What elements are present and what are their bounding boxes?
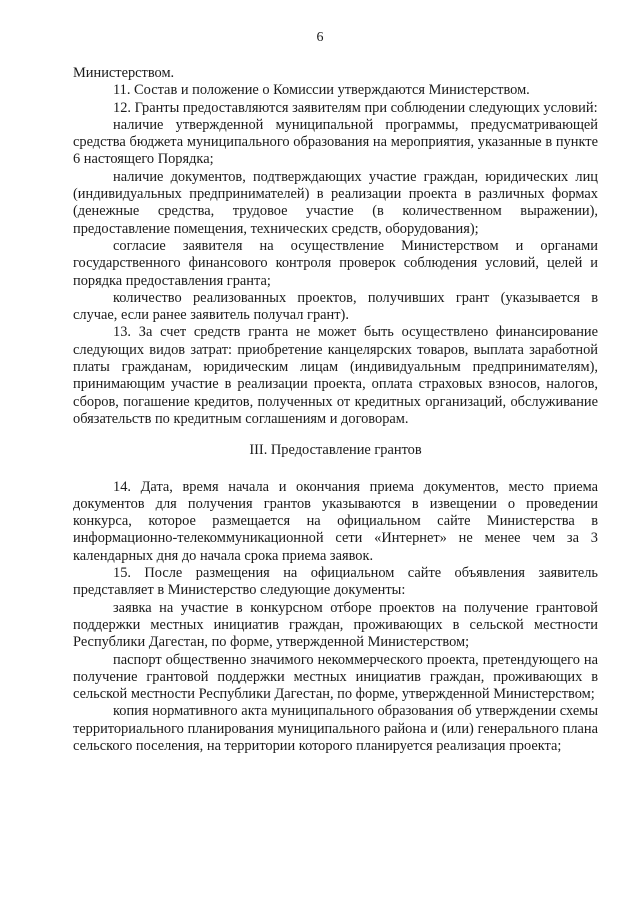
body-paragraph: наличие документов, подтверждающих участие граждан, юридических лиц (индивидуальных предпринимателей) в реализации проекта в различных формах (денежные средства, трудовое участие (в количественном выражении), предоставление помещения, технических средств, оборудования); <box>73 168 598 237</box>
body-paragraph: наличие утвержденной муниципальной программы, предусматривающей средства бюджета муниципального образования на мероприятия, указанные в пункте 6 настоящего Порядка; <box>73 116 598 168</box>
page-number: 6 <box>316 30 324 45</box>
body-paragraph: 13. За счет средств гранта не может быть осуществлено финансирование следующих видов затрат: приобретение канцелярских товаров, выплата заработной платы гражданам, юридическим лицам (индивидуальным предпринимателям), принимающим участие в реализации проекта, оплата страховых взносов, налогов, сборов, погашение кредитов, полученных от кредитных организаций, обслуживание обязательств по кредитным соглашениям и договорам. <box>73 324 598 427</box>
paragraphs-after-section <box>73 479 598 756</box>
body-paragraph: паспорт общественно значимого некоммерческого проекта, претендующего на получение грантовой поддержки местных инициатив граждан, проживающих в сельской местности Республики Дагестан, по форме, утвержденной Министерством; <box>73 651 598 703</box>
body-paragraph: 14. Дата, время начала и окончания приема документов, место приема документов для получения грантов указываются в извещении о проведении конкурса, которое размещается на официальном сайте Министерства в информационно-телекоммуникационной сети «Интернет» не менее чем за 3 календарных дня до начала срока приема заявок. <box>73 478 598 564</box>
body-paragraph: копия нормативного акта муниципального образования об утверждении схемы территориального планирования муниципального района и (или) генерального плана сельского поселения, на территории которого планируется реализация проекта; <box>73 703 598 754</box>
paragraphs-before-section <box>73 65 598 428</box>
document-body <box>73 65 598 755</box>
body-paragraph: согласие заявителя на осуществление Министерством и органами государственного финансового контроля проверок соблюдения условий, целей и порядка предоставления гранта; <box>73 237 598 289</box>
body-paragraph: 15. После размещения на официальном сайте объявления заявитель представляет в Министерство следующие документы: <box>73 565 598 599</box>
body-paragraph: количество реализованных проектов, получивших грант (указывается в случае, если ранее заявитель получал грант). <box>73 289 598 324</box>
section-heading: III. Предоставление грантов <box>249 442 422 459</box>
body-paragraph: 12. Гранты предоставляются заявителям при соблюдении следующих условий: <box>113 99 598 116</box>
body-paragraph: Министерством. <box>73 65 175 81</box>
body-paragraph: 11. Состав и положение о Комиссии утверждаются Министерством. <box>113 82 530 99</box>
body-paragraph: заявка на участие в конкурсном отборе проектов на получение грантовой поддержки местных инициатив граждан, проживающих в сельской местности Республики Дагестан, по форме, утвержденной Министерством; <box>73 599 598 651</box>
